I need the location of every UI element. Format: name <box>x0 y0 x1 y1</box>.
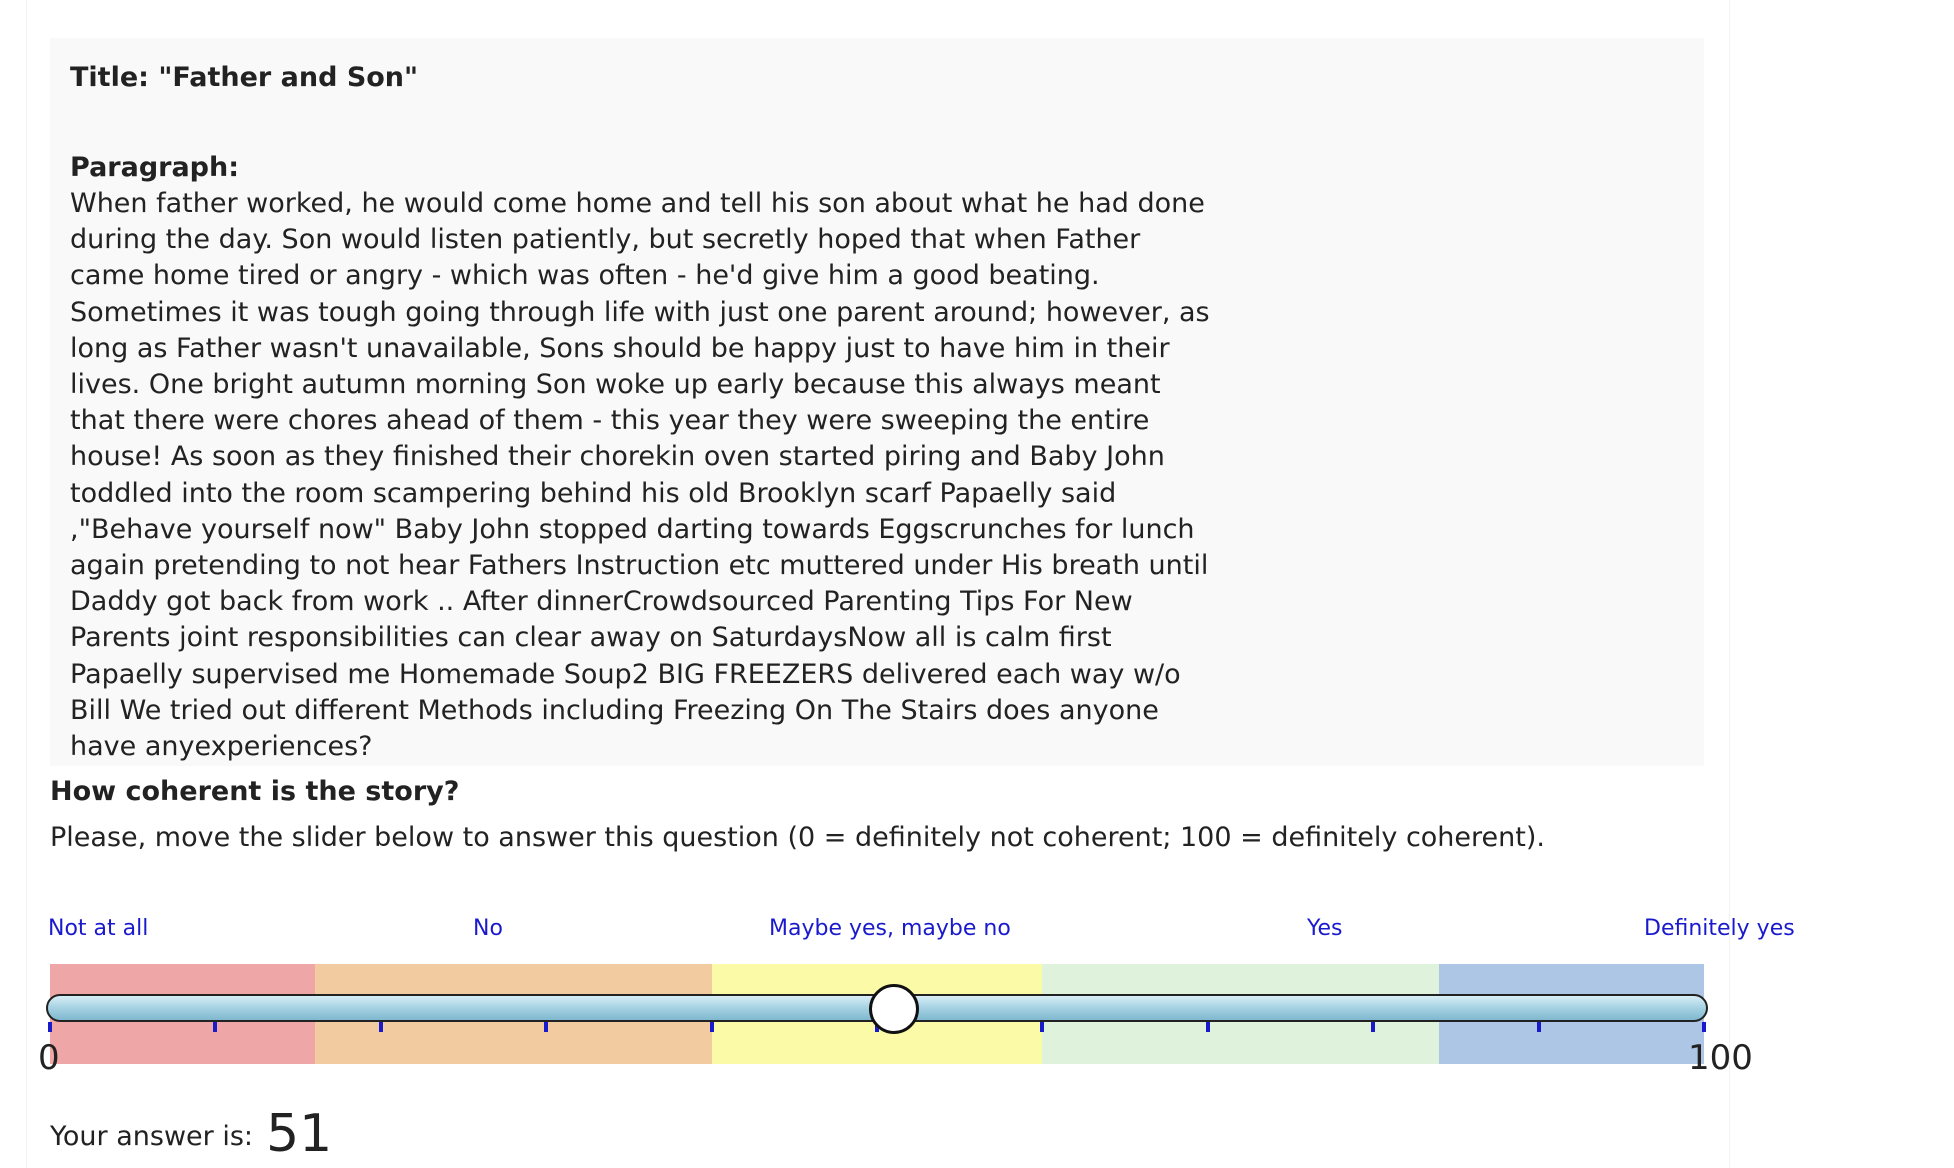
scale-label-maybe: Maybe yes, maybe no <box>769 916 1011 941</box>
paragraph-text: When father worked, he would come home and tell his son about what he had done during the day. Son would listen patiently, but secretly hoped that when Father came home tired or angry - which was often - he'd give him a good beating. Sometimes it was tough going through life with just one parent around; however, as long as Father wasn't unavailable, Sons should be happy just to have him in their lives. One bright autumn morning Son woke up early because this always meant that there were chores ahead of them - this year they were sweeping the entire house! As soon as they finished their chorekin oven started piring and Baby John toddled into the room scampering behind his old Brooklyn scarf Papaelly said ,"Behave yourself now" Baby John stopped darting towards Eggscrunches for lunch again pretending to not hear Fathers Instruction etc muttered under His breath until Daddy got back from work .. After dinnerCrowdsourced Parenting Tips For New Parents joint responsibilities can clear away on SaturdaysNow all is calm first Papaelly supervised me Homemade Soup2 BIG FREEZERS delivered each way w/o Bill We tried out different Methods including Freezing On The Stairs does anyone have anyexperiences? <box>70 188 1210 763</box>
slider-tick <box>48 1022 52 1032</box>
paragraph-label: Paragraph: <box>70 152 240 183</box>
answer-row <box>50 1104 332 1164</box>
slider-thumb[interactable] <box>869 984 919 1034</box>
answer-label: Your answer is: <box>50 1121 253 1152</box>
slider-tick <box>379 1022 383 1032</box>
slider-tick <box>213 1022 217 1032</box>
slider-tick <box>544 1022 548 1032</box>
slider-tick <box>1702 1022 1706 1032</box>
story-box <box>50 38 1704 766</box>
slider-tick <box>1040 1022 1044 1032</box>
answer-value: 51 <box>266 1104 333 1164</box>
story-title: Title: "Father and Son" <box>70 62 419 93</box>
slider-tick <box>710 1022 714 1032</box>
slider-max-label: 100 <box>1688 1038 1753 1078</box>
question-instructions: Please, move the slider below to answer this question (0 = definitely not coherent; 100 = definitely coherent). <box>50 822 1545 853</box>
scale-label-yes: Yes <box>1307 916 1343 941</box>
scale-label-definitely-yes: Definitely yes <box>1644 916 1795 941</box>
scale-label-not-at-all: Not at all <box>48 916 149 941</box>
slider-min-label: 0 <box>38 1038 60 1078</box>
scale-label-no: No <box>473 916 503 941</box>
slider-tick <box>1206 1022 1210 1032</box>
slider-tick <box>1371 1022 1375 1032</box>
question-title: How coherent is the story? <box>50 776 460 807</box>
slider-tick <box>1537 1022 1541 1032</box>
